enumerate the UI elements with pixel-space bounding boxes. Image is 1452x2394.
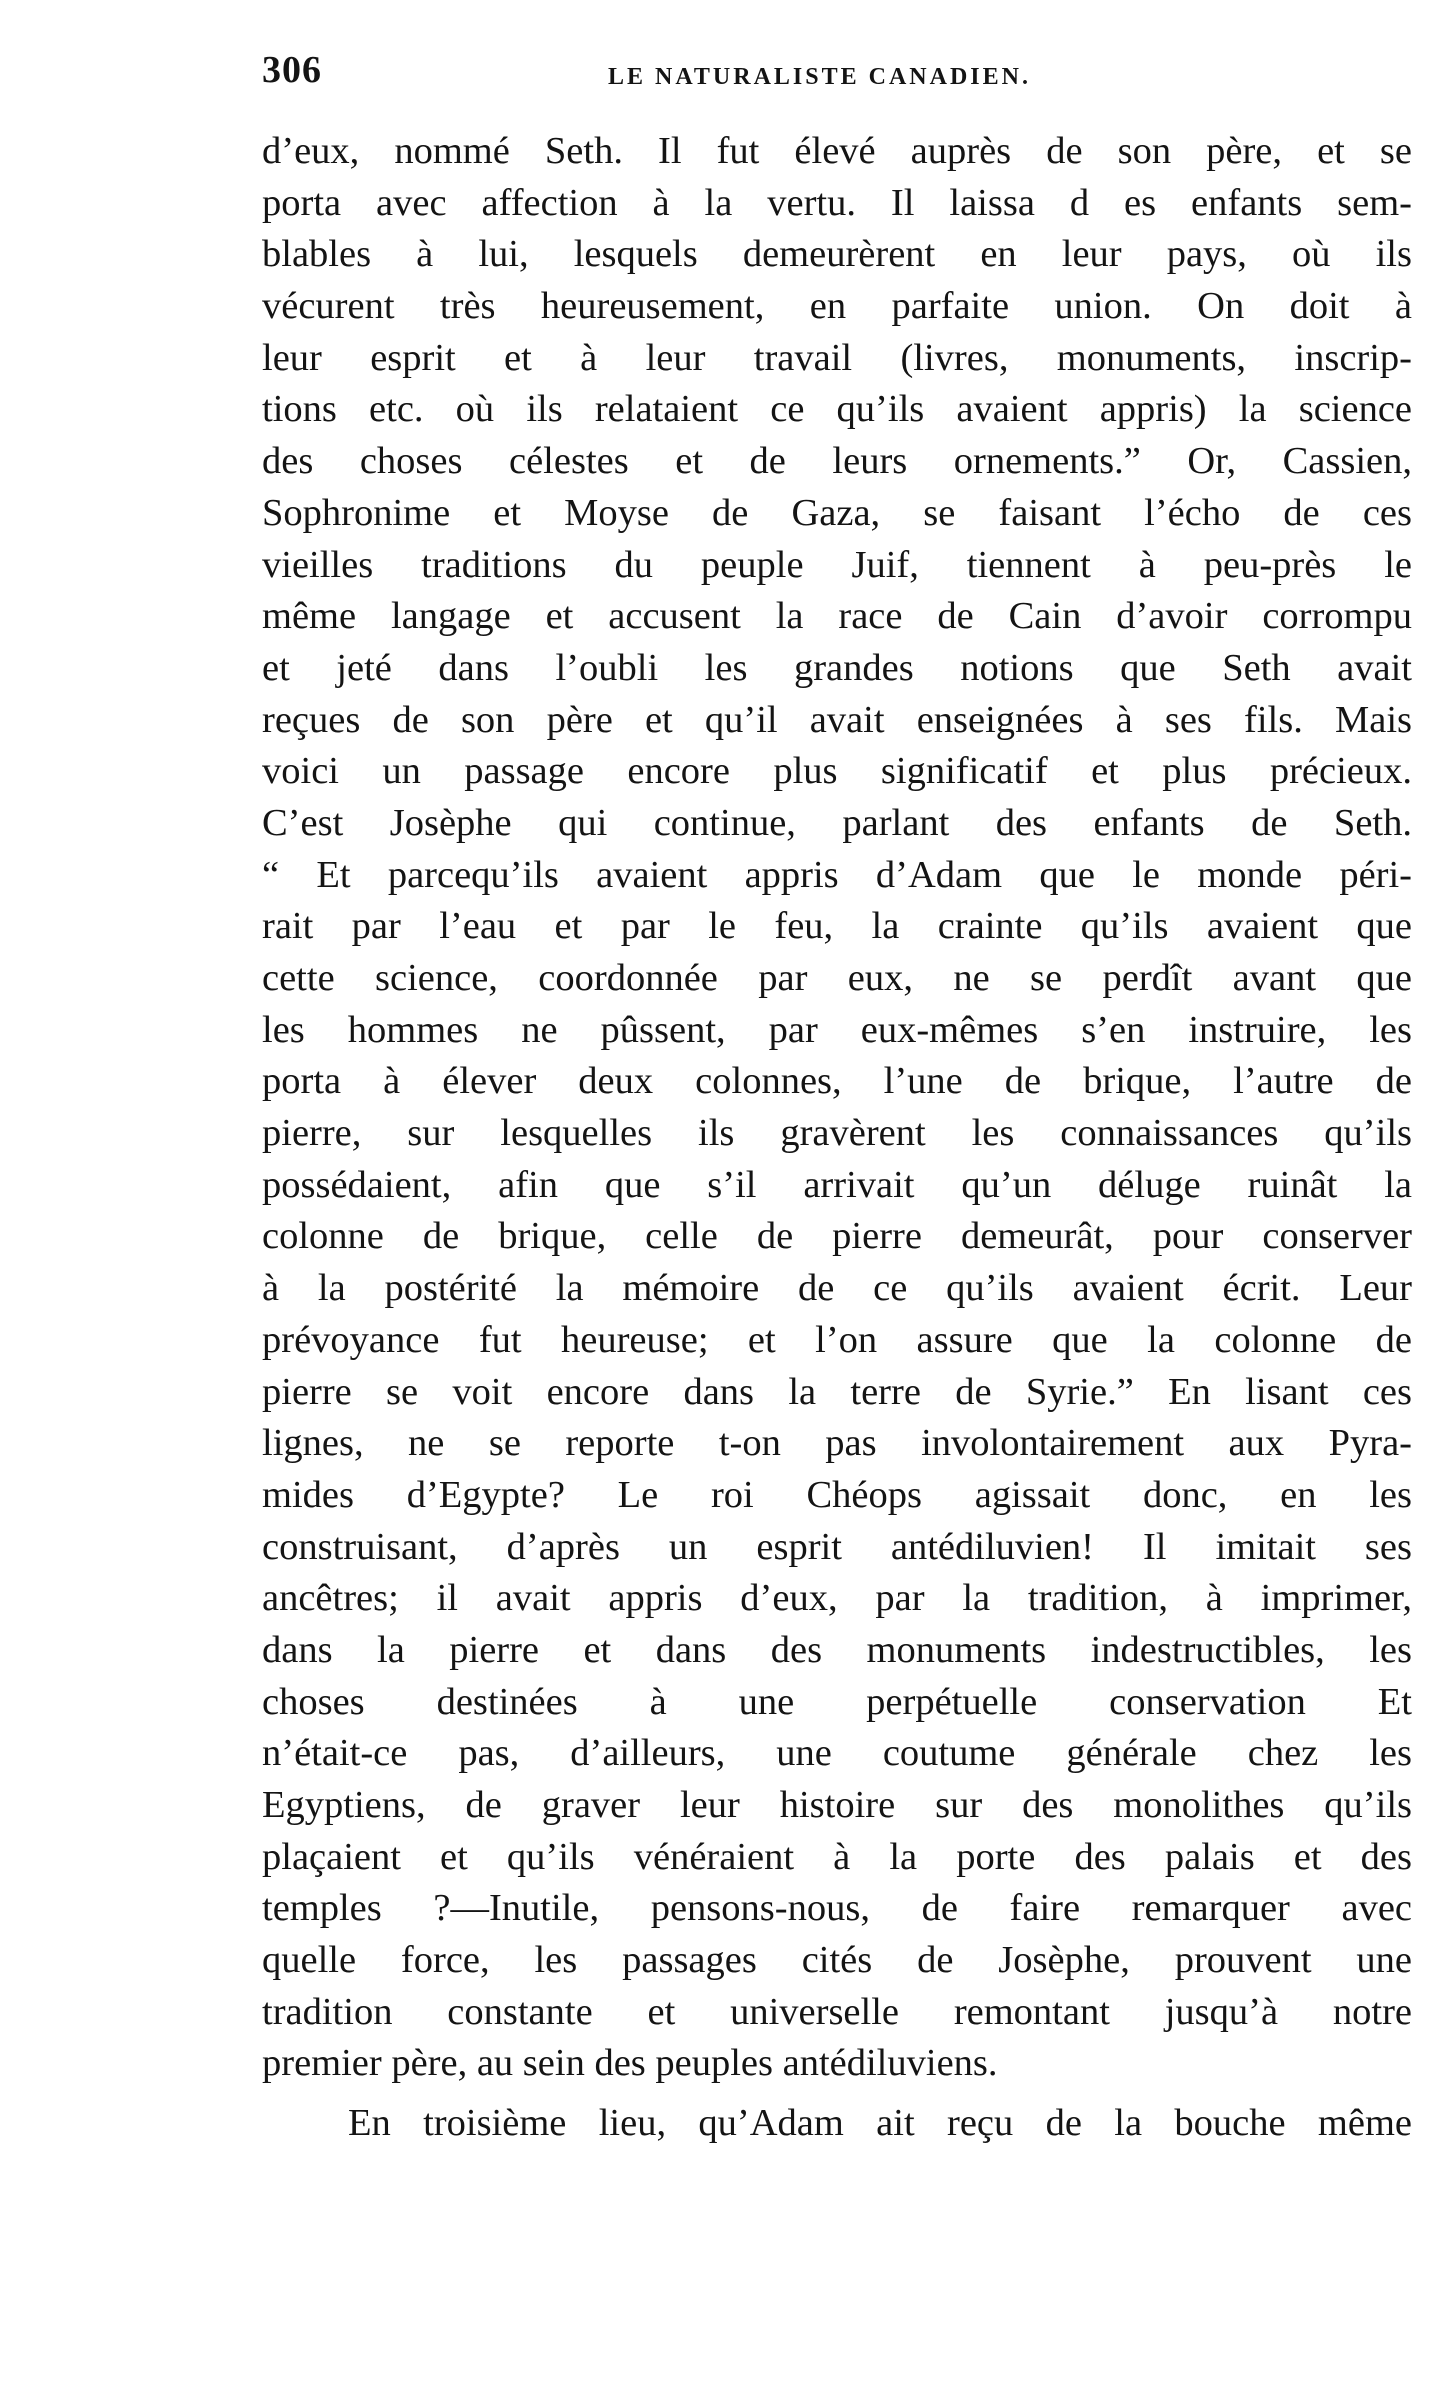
text-line: n’était-ce pas, d’ailleurs, une coutume générale chez les <box>262 1732 1412 1775</box>
paragraph <box>262 126 1412 2090</box>
text-line: tradition constante et universelle remontant jusqu’à notre <box>262 1990 1412 2033</box>
text-line: rait par l’eau et par le feu, la crainte qu’ils avaient que <box>262 905 1412 948</box>
paragraph-gap <box>262 2090 1412 2098</box>
text-line: dans la pierre et dans des monuments indestructibles, les <box>262 1628 1412 1671</box>
body-text <box>262 126 1412 2150</box>
text-line: premier père, au sein des peuples antédiluviens. <box>262 2042 998 2085</box>
text-line: mides d’Egypte? Le roi Chéops agissait donc, en les <box>262 1473 1412 1516</box>
text-line: tions etc. où ils relataient ce qu’ils avaient appris) la science <box>262 388 1412 431</box>
text-line: plaçaient et qu’ils vénéraient à la porte des palais et des <box>262 1835 1412 1878</box>
text-line: ancêtres; il avait appris d’eux, par la tradition, à imprimer, <box>262 1577 1412 1620</box>
paragraph <box>262 2098 1412 2150</box>
text-line: cette science, coordonnée par eux, ne se perdît avant que <box>262 957 1412 999</box>
text-line: lignes, ne se reporte t-on pas involontairement aux Pyra- <box>262 1422 1412 1465</box>
text-line: des choses célestes et de leurs ornements.” Or, Cassien, <box>262 440 1412 483</box>
page-header <box>262 48 1412 108</box>
text-line: possédaient, afin que s’il arrivait qu’un déluge ruinât la <box>262 1163 1412 1206</box>
text-line: porta à élever deux colonnes, l’une de brique, l’autre de <box>262 1060 1412 1103</box>
text-line: colonne de brique, celle de pierre demeurât, pour conserver <box>262 1215 1412 1258</box>
text-line: Sophronime et Moyse de Gaza, se faisant l’écho de ces <box>262 491 1412 534</box>
text-line: pierre, sur lesquelles ils gravèrent les connaissances qu’ils <box>262 1112 1412 1155</box>
text-line: même langage et accusent la race de Cain d’avoir corrompu <box>262 595 1412 638</box>
text-line: choses destinées à une perpétuelle conservation Et <box>262 1680 1412 1723</box>
text-line: En troisième lieu, qu’Adam ait reçu de la bouche même <box>348 2102 1412 2145</box>
text-line: reçues de son père et qu’il avait enseignées à ses fils. Mais <box>262 698 1412 741</box>
running-title: LE NATURALISTE CANADIEN. <box>608 64 1031 90</box>
text-line: d’eux, nommé Seth. Il fut élevé auprès de son père, et se <box>262 130 1412 172</box>
text-line: “ Et parcequ’ils avaient appris d’Adam que le monde péri- <box>262 853 1412 896</box>
text-line: voici un passage encore plus significatif et plus précieux. <box>262 750 1412 793</box>
text-line: à la postérité la mémoire de ce qu’ils avaient écrit. Leur <box>262 1267 1412 1310</box>
text-line: construisant, d’après un esprit antédiluvien! Il imitait ses <box>262 1525 1412 1568</box>
text-line: et jeté dans l’oubli les grandes notions que Seth avait <box>262 646 1412 689</box>
text-line: Egyptiens, de graver leur histoire sur des monolithes qu’ils <box>262 1784 1412 1826</box>
text-line: temples ?—Inutile, pensons-nous, de faire remarquer avec <box>262 1887 1412 1930</box>
text-line: les hommes ne pûssent, par eux-mêmes s’en instruire, les <box>262 1008 1412 1051</box>
text-line: prévoyance fut heureuse; et l’on assure que la colonne de <box>262 1318 1412 1361</box>
text-line: quelle force, les passages cités de Josèphe, prouvent une <box>262 1939 1412 1982</box>
text-line: C’est Josèphe qui continue, parlant des enfants de Seth. <box>262 801 1412 844</box>
text-line: vécurent très heureusement, en parfaite union. On doit à <box>262 285 1412 328</box>
text-line: leur esprit et à leur travail (livres, monuments, inscrip- <box>262 336 1412 379</box>
text-line: vieilles traditions du peuple Juif, tiennent à peu-près le <box>262 543 1412 586</box>
text-line: pierre se voit encore dans la terre de Syrie.” En lisant ces <box>262 1370 1412 1413</box>
text-line: blables à lui, lesquels demeurèrent en leur pays, où ils <box>262 233 1412 276</box>
text-line: porta avec affection à la vertu. Il laissa d es enfants sem- <box>262 181 1412 224</box>
page-number: 306 <box>262 49 322 91</box>
